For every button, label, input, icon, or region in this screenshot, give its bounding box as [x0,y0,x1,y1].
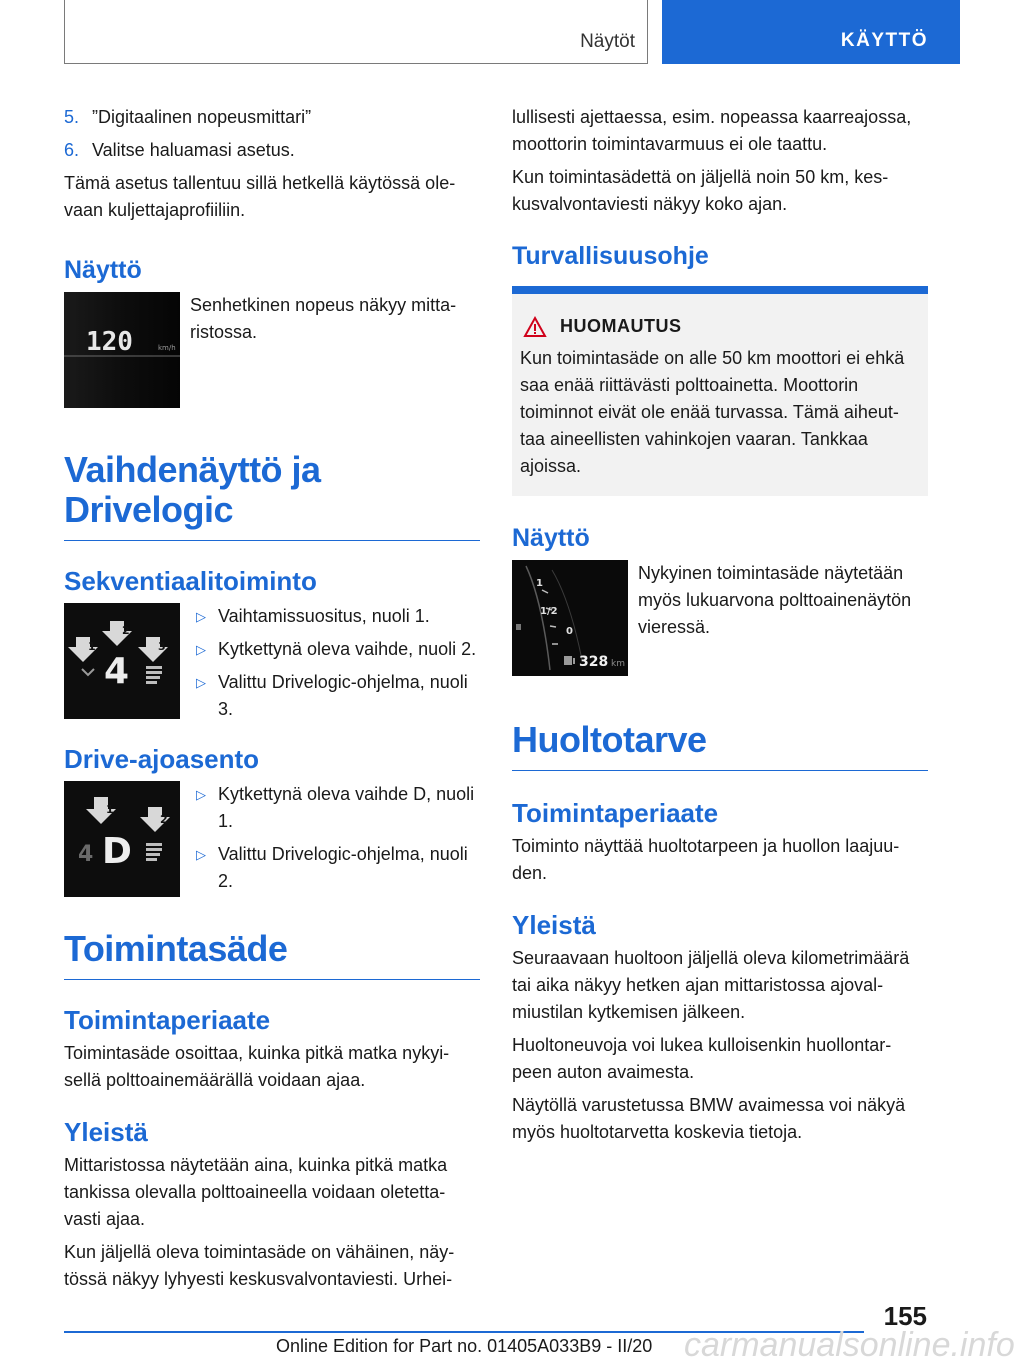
warning-text: Kun toimintasäde on alle 50 km moottori ei ehkä saa enää riittävästi polttoainetta. Moottorin toiminnot eivät ole enää turvassa. Tämä aiheut-taa aineellisten vahinkojen vaaran. Tankkaa ajoissa. [520,348,905,476]
service-general-p2: Huoltoneuvoja voi lukea kulloisenkin huollontar-peen auton avaimesta. [512,1035,892,1082]
bullet-triangle-icon: ▷ [196,847,206,862]
sequential-gear-image [64,603,180,719]
service-general-heading: Yleistä [512,910,596,940]
step-number: 5. [64,107,80,127]
step-text: Valitse haluamasi asetus. [92,140,295,160]
safety-heading: Turvallisuusohje [512,242,709,270]
range-display-text: Nykyinen toimintasäde näytetään myös lukuarvona polttoainenäytön vieressä. [638,563,912,637]
service-principle-heading: Toimintaperiaate [512,798,719,828]
speed-display-caption [190,292,480,352]
speed-display-row [64,292,480,408]
bullet-triangle-icon: ▷ [196,675,206,690]
list-item [188,636,480,663]
range-unit: km [611,659,625,669]
list-item [64,137,480,164]
header-chapter-tab [662,0,960,64]
drive-bullets [188,781,480,901]
bullet-text: Valittu Drivelogic-ohjelma, nuoli 2. [218,844,468,891]
warning-title [520,316,920,337]
list-item [188,841,480,895]
speed-display-image [64,292,180,408]
speed-value: 120 [86,327,133,357]
gauge-half: 1/2 [540,606,558,617]
step-text: ”Digitaalinen nopeusmittari” [92,107,312,127]
warning-box [512,286,928,496]
range-general-p1: Mittaristossa näytetään aina, kuinka pitkä matka tankissa olevalla polttoaineella voidaan oletetta-vasti ajaa. [64,1155,448,1229]
step-number: 6. [64,140,80,160]
watermark: carmanualsonline.info [684,1326,1015,1364]
gear-section-title: Vaihdenäyttö ja Drivelogic [64,450,480,541]
bullet-triangle-icon: ▷ [196,609,206,624]
range-continued-text: lullisesti ajettaessa, esim. nopeassa kaarreajossa, moottorin toimintavarmuus ei ole taattu. [512,107,912,154]
range-display-caption [638,560,928,647]
gauge-empty: 0 [566,626,573,637]
bullet-text: Kytkettynä oleva vaihde D, nuoli 1. [218,784,475,831]
range-section-title: Toimintasäde [64,929,480,980]
range-display-row [512,560,928,676]
sequential-heading: Sekventiaalitoiminto [64,566,317,596]
service-general-p1: Seuraavaan huoltoon jäljellä oleva kilometrimäärä tai aika näkyy hetken ajan mittaristossa ajoval-miustilan kytkemisen jälkeen. [512,948,910,1022]
speed-display-text: Senhetkinen nopeus näkyy mitta-ristossa. [190,295,457,342]
header-section-title: Näytöt [580,31,635,52]
footer-edition: Online Edition for Part no. 01405A033B9 - II/20 [276,1336,653,1356]
arrow-label: 3 [158,640,166,653]
gauge-full: 1 [536,578,543,589]
left-column [64,104,480,1299]
drive-row [64,781,480,901]
bullet-text: Valittu Drivelogic-ohjelma, nuoli 3. [218,672,468,719]
range-warning-text: Kun toimintasädettä on jäljellä noin 50 km, kes-kusvalvontaviesti näkyy koko ajan. [512,167,889,214]
service-general-p3: Näytöllä varustetussa BMW avaimessa voi näkyä myös huoltotarvetta koskevia tietoja. [512,1095,906,1142]
current-gear: D [102,831,132,872]
list-item [188,603,480,630]
range-principle-heading: Toimintaperiaate [64,1005,271,1035]
arrow-label: 2 [122,624,130,637]
bullet-text: Kytkettynä oleva vaihde, nuoli 2. [218,639,477,659]
sequential-row [64,603,480,729]
bullet-triangle-icon: ▷ [196,787,206,802]
drive-heading: Drive-ajoasento [64,744,260,774]
range-principle-text: Toimintasäde osoittaa, kuinka pitkä matka nykyi-sellä polttoainemäärällä voidaan ajaa. [64,1043,450,1090]
range-general-p2: Kun jäljellä oleva toimintasäde on vähäinen, näy-tössä näkyy lyhyesti keskusvalvontaviesti. Urhei- [64,1242,455,1289]
bullet-text: Vaihtamissuositus, nuoli 1. [218,606,430,626]
intro-note: Tämä asetus tallentuu sillä hetkellä käytössä ole-vaan kuljettajaprofiiliin. [64,173,456,220]
range-display-heading: Näyttö [512,524,590,552]
warning-label: HUOMAUTUS [560,316,682,336]
header-chapter-title: KÄYTTÖ [840,30,928,51]
arrow-label: 1 [106,803,114,816]
speed-unit: km/h [158,344,176,352]
current-gear: 4 [104,651,130,692]
service-principle-text: Toiminto näyttää huoltotarpeen ja huollon laajuu-den. [512,836,900,883]
small-gear: 4 [78,842,94,867]
list-item [64,104,480,131]
steps-list [64,104,480,164]
list-item [188,781,480,835]
warning-triangle-icon [524,317,546,337]
range-general-heading: Yleistä [64,1117,148,1147]
arrow-label: 2 [160,813,168,826]
sequential-bullets [188,603,480,729]
arrow-label: 1 [88,640,96,653]
page-number: 155 [883,1301,927,1331]
range-value: 328 [579,654,609,670]
bullet-triangle-icon: ▷ [196,642,206,657]
drive-gear-image [64,781,180,897]
list-item [188,669,480,723]
fuel-gauge-image [512,560,628,676]
service-section-title: Huoltotarve [512,720,928,771]
right-column [512,104,928,1152]
display-heading: Näyttö [64,256,142,284]
header-section-box [64,0,648,64]
